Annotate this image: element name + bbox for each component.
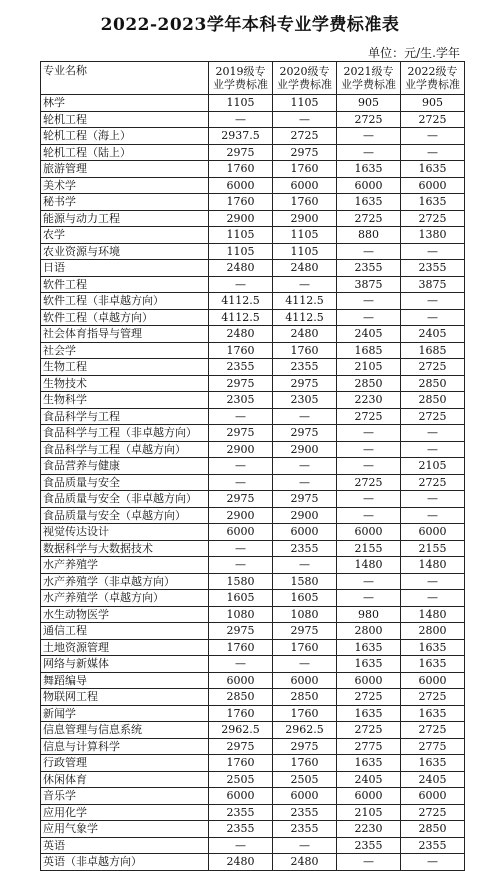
fee-2021-cell: 1685 xyxy=(337,342,401,359)
fee-2020-cell: 1760 xyxy=(273,161,337,178)
table-header-row xyxy=(41,62,465,95)
fee-2019-cell: 4112.5 xyxy=(209,309,273,326)
table-row xyxy=(41,557,465,574)
fee-2019-cell: — xyxy=(209,474,273,491)
fee-2021-cell: 2405 xyxy=(337,771,401,788)
table-row xyxy=(41,276,465,293)
major-name-cell: 软件工程（卓越方向） xyxy=(41,309,209,326)
fee-2020-cell: 2900 xyxy=(273,507,337,524)
fee-2021-cell: — xyxy=(337,309,401,326)
fee-2020-cell: 2480 xyxy=(273,326,337,343)
major-name-cell: 应用化学 xyxy=(41,804,209,821)
fee-2019-cell: — xyxy=(209,540,273,557)
fee-2021-cell: 2725 xyxy=(337,111,401,128)
fee-2021-cell: — xyxy=(337,425,401,442)
fee-2021-cell: 2155 xyxy=(337,540,401,557)
major-name-cell: 水生动物医学 xyxy=(41,606,209,623)
table-row xyxy=(41,144,465,161)
major-name-cell: 休闲体育 xyxy=(41,771,209,788)
fee-2021-cell: 6000 xyxy=(337,672,401,689)
fee-2022-cell: — xyxy=(401,309,465,326)
fee-2019-cell: 2480 xyxy=(209,326,273,343)
major-name-cell: 信息与计算科学 xyxy=(41,738,209,755)
fee-2019-cell: 2975 xyxy=(209,375,273,392)
fee-2022-cell: 2850 xyxy=(401,375,465,392)
table-row xyxy=(41,854,465,871)
major-name-cell: 食品科学与工程（卓越方向） xyxy=(41,441,209,458)
fee-2020-cell: 1105 xyxy=(273,95,337,112)
fee-2022-cell: 2405 xyxy=(401,326,465,343)
fee-2019-cell: 1760 xyxy=(209,639,273,656)
fee-2021-cell: 2230 xyxy=(337,821,401,838)
fee-2022-cell: 2725 xyxy=(401,359,465,376)
fee-2022-cell: — xyxy=(401,491,465,508)
major-name-cell: 生物科学 xyxy=(41,392,209,409)
major-name-cell: 软件工程 xyxy=(41,276,209,293)
fee-2022-cell: 1380 xyxy=(401,227,465,244)
table-row xyxy=(41,111,465,128)
fee-2020-cell: 4112.5 xyxy=(273,293,337,310)
fee-2020-cell: 6000 xyxy=(273,672,337,689)
page-title: 2022-2023学年本科专业学费标准表 xyxy=(100,15,400,35)
fee-2019-cell: 2975 xyxy=(209,623,273,640)
fee-2019-cell: — xyxy=(209,276,273,293)
fee-2020-cell: 1760 xyxy=(273,705,337,722)
table-row xyxy=(41,359,465,376)
fee-2021-cell: 1635 xyxy=(337,194,401,211)
header-2022-fee: 2022级专业学费标准 xyxy=(401,62,465,95)
fee-2021-cell: 6000 xyxy=(337,524,401,541)
fee-2020-cell: — xyxy=(273,656,337,673)
fee-2022-cell: — xyxy=(401,144,465,161)
major-name-cell: 信息管理与信息系统 xyxy=(41,722,209,739)
fee-2019-cell: 2355 xyxy=(209,821,273,838)
fee-2022-cell: 1635 xyxy=(401,194,465,211)
fee-2019-cell: — xyxy=(209,408,273,425)
fee-2021-cell: 2725 xyxy=(337,689,401,706)
fee-2021-cell: — xyxy=(337,507,401,524)
fee-2022-cell: 6000 xyxy=(401,524,465,541)
fee-2019-cell: 2480 xyxy=(209,260,273,277)
table-row xyxy=(41,260,465,277)
fee-2022-cell: — xyxy=(401,590,465,607)
table-row xyxy=(41,474,465,491)
table-row xyxy=(41,656,465,673)
table-row xyxy=(41,755,465,772)
fee-2022-cell: 2355 xyxy=(401,260,465,277)
table-row xyxy=(41,342,465,359)
fee-2020-cell: 2480 xyxy=(273,854,337,871)
fee-2022-cell: — xyxy=(401,293,465,310)
fee-2020-cell: 2305 xyxy=(273,392,337,409)
fee-2019-cell: 1105 xyxy=(209,227,273,244)
major-name-cell: 日语 xyxy=(41,260,209,277)
table-row xyxy=(41,590,465,607)
fee-2019-cell: 1605 xyxy=(209,590,273,607)
fee-2019-cell: 1105 xyxy=(209,243,273,260)
fee-2019-cell: 2975 xyxy=(209,491,273,508)
fee-2020-cell: — xyxy=(273,276,337,293)
fee-2021-cell: 2725 xyxy=(337,408,401,425)
fee-2021-cell: 880 xyxy=(337,227,401,244)
fee-2021-cell: 905 xyxy=(337,95,401,112)
fee-2019-cell: — xyxy=(209,111,273,128)
table-row xyxy=(41,441,465,458)
fee-2021-cell: 2850 xyxy=(337,375,401,392)
fee-2020-cell: — xyxy=(273,474,337,491)
table-row xyxy=(41,771,465,788)
table-row xyxy=(41,738,465,755)
fee-2022-cell: 6000 xyxy=(401,788,465,805)
table-row xyxy=(41,573,465,590)
table-row xyxy=(41,639,465,656)
fee-2022-cell: 2725 xyxy=(401,474,465,491)
fee-2019-cell: 2962.5 xyxy=(209,722,273,739)
fee-2020-cell: 2355 xyxy=(273,804,337,821)
fee-2019-cell: 2355 xyxy=(209,359,273,376)
fee-2021-cell: — xyxy=(337,573,401,590)
fee-2019-cell: 1760 xyxy=(209,161,273,178)
fee-2020-cell: 2975 xyxy=(273,491,337,508)
major-name-cell: 音乐学 xyxy=(41,788,209,805)
fee-2021-cell: 2355 xyxy=(337,837,401,854)
major-name-cell: 通信工程 xyxy=(41,623,209,640)
fee-2022-cell: 1685 xyxy=(401,342,465,359)
fee-2020-cell: — xyxy=(273,408,337,425)
table-row xyxy=(41,491,465,508)
fee-2019-cell: 2480 xyxy=(209,854,273,871)
major-name-cell: 水产养殖学 xyxy=(41,557,209,574)
fee-2019-cell: — xyxy=(209,557,273,574)
table-row xyxy=(41,788,465,805)
fee-2019-cell: 6000 xyxy=(209,524,273,541)
table-row xyxy=(41,161,465,178)
fee-2022-cell: 2725 xyxy=(401,804,465,821)
header-major-name: 专业名称 xyxy=(41,62,209,95)
fee-2020-cell: 1760 xyxy=(273,194,337,211)
fee-2022-cell: — xyxy=(401,507,465,524)
fee-2019-cell: 2975 xyxy=(209,738,273,755)
fee-2020-cell: — xyxy=(273,458,337,475)
major-name-cell: 水产养殖学（卓越方向） xyxy=(41,590,209,607)
major-name-cell: 社会体育指导与管理 xyxy=(41,326,209,343)
table-row xyxy=(41,243,465,260)
major-name-cell: 食品科学与工程（非卓越方向） xyxy=(41,425,209,442)
fee-2021-cell: 1635 xyxy=(337,705,401,722)
fee-2019-cell: 1580 xyxy=(209,573,273,590)
table-row xyxy=(41,606,465,623)
major-name-cell: 行政管理 xyxy=(41,755,209,772)
fee-2020-cell: 2975 xyxy=(273,738,337,755)
table-row xyxy=(41,705,465,722)
major-name-cell: 社会学 xyxy=(41,342,209,359)
fee-2020-cell: 2505 xyxy=(273,771,337,788)
fee-2021-cell: 6000 xyxy=(337,177,401,194)
major-name-cell: 数据科学与大数据技术 xyxy=(41,540,209,557)
fee-2022-cell: 2800 xyxy=(401,623,465,640)
fee-2021-cell: — xyxy=(337,441,401,458)
fee-2021-cell: — xyxy=(337,458,401,475)
major-name-cell: 林学 xyxy=(41,95,209,112)
fee-2022-cell: 2725 xyxy=(401,408,465,425)
major-name-cell: 生物工程 xyxy=(41,359,209,376)
table-row xyxy=(41,375,465,392)
major-name-cell: 旅游管理 xyxy=(41,161,209,178)
major-name-cell: 秘书学 xyxy=(41,194,209,211)
fee-2019-cell: 1105 xyxy=(209,95,273,112)
major-name-cell: 生物技术 xyxy=(41,375,209,392)
fee-2022-cell: 2775 xyxy=(401,738,465,755)
major-name-cell: 食品质量与安全（非卓越方向） xyxy=(41,491,209,508)
fee-2021-cell: 2800 xyxy=(337,623,401,640)
fee-2022-cell: 2850 xyxy=(401,392,465,409)
fee-2020-cell: 2725 xyxy=(273,128,337,145)
fee-2021-cell: — xyxy=(337,128,401,145)
table-row xyxy=(41,326,465,343)
major-name-cell: 土地资源管理 xyxy=(41,639,209,656)
table-row xyxy=(41,804,465,821)
fee-2019-cell: 2937.5 xyxy=(209,128,273,145)
major-name-cell: 农学 xyxy=(41,227,209,244)
fee-2021-cell: 1480 xyxy=(337,557,401,574)
table-row xyxy=(41,425,465,442)
fee-2021-cell: — xyxy=(337,590,401,607)
fee-2019-cell: — xyxy=(209,837,273,854)
fee-2020-cell: 4112.5 xyxy=(273,309,337,326)
table-row xyxy=(41,689,465,706)
fee-2022-cell: 2155 xyxy=(401,540,465,557)
table-row xyxy=(41,623,465,640)
fee-2021-cell: 1635 xyxy=(337,755,401,772)
table-row xyxy=(41,837,465,854)
fee-2019-cell: 4112.5 xyxy=(209,293,273,310)
fee-2020-cell: 2480 xyxy=(273,260,337,277)
fee-2020-cell: 1580 xyxy=(273,573,337,590)
fee-2022-cell: 2725 xyxy=(401,210,465,227)
fee-2020-cell: 2975 xyxy=(273,623,337,640)
fee-2022-cell: — xyxy=(401,425,465,442)
fee-2020-cell: 2850 xyxy=(273,689,337,706)
table-row xyxy=(41,95,465,112)
table-row xyxy=(41,507,465,524)
fee-2021-cell: 2725 xyxy=(337,474,401,491)
fee-2019-cell: 6000 xyxy=(209,672,273,689)
major-name-cell: 轮机工程（陆上） xyxy=(41,144,209,161)
fee-table xyxy=(40,61,465,871)
fee-2019-cell: 6000 xyxy=(209,788,273,805)
major-name-cell: 水产养殖学（非卓越方向） xyxy=(41,573,209,590)
fee-2021-cell: 2725 xyxy=(337,722,401,739)
fee-2020-cell: 1105 xyxy=(273,227,337,244)
fee-2020-cell: — xyxy=(273,837,337,854)
fee-2019-cell: 2305 xyxy=(209,392,273,409)
table-row xyxy=(41,392,465,409)
fee-2021-cell: 1635 xyxy=(337,656,401,673)
fee-2020-cell: 1605 xyxy=(273,590,337,607)
fee-2020-cell: 1760 xyxy=(273,755,337,772)
fee-2021-cell: 2775 xyxy=(337,738,401,755)
fee-2021-cell: 2230 xyxy=(337,392,401,409)
fee-2022-cell: 2355 xyxy=(401,837,465,854)
table-row xyxy=(41,210,465,227)
fee-2022-cell: 2105 xyxy=(401,458,465,475)
table-row xyxy=(41,672,465,689)
fee-2022-cell: 1480 xyxy=(401,557,465,574)
major-name-cell: 舞蹈编导 xyxy=(41,672,209,689)
fee-2019-cell: 2900 xyxy=(209,210,273,227)
major-name-cell: 美术学 xyxy=(41,177,209,194)
major-name-cell: 农业资源与环境 xyxy=(41,243,209,260)
fee-2022-cell: — xyxy=(401,854,465,871)
fee-2022-cell: 2725 xyxy=(401,722,465,739)
table-row xyxy=(41,293,465,310)
major-name-cell: 新闻学 xyxy=(41,705,209,722)
fee-2021-cell: 6000 xyxy=(337,788,401,805)
table-row xyxy=(41,458,465,475)
fee-2021-cell: — xyxy=(337,243,401,260)
fee-2020-cell: 2975 xyxy=(273,425,337,442)
fee-2019-cell: 1080 xyxy=(209,606,273,623)
fee-2019-cell: 2850 xyxy=(209,689,273,706)
fee-2019-cell: 1760 xyxy=(209,755,273,772)
table-row xyxy=(41,722,465,739)
fee-2021-cell: — xyxy=(337,491,401,508)
fee-2019-cell: 2505 xyxy=(209,771,273,788)
fee-2019-cell: 2900 xyxy=(209,441,273,458)
fee-2022-cell: 2725 xyxy=(401,111,465,128)
fee-2021-cell: 2105 xyxy=(337,359,401,376)
major-name-cell: 食品科学与工程 xyxy=(41,408,209,425)
fee-2019-cell: 1760 xyxy=(209,342,273,359)
table-row xyxy=(41,821,465,838)
table-row xyxy=(41,408,465,425)
fee-2020-cell: 6000 xyxy=(273,524,337,541)
fee-2022-cell: — xyxy=(401,243,465,260)
fee-2021-cell: — xyxy=(337,144,401,161)
major-name-cell: 能源与动力工程 xyxy=(41,210,209,227)
fee-2022-cell: 2725 xyxy=(401,689,465,706)
fee-2022-cell: — xyxy=(401,128,465,145)
fee-2019-cell: — xyxy=(209,458,273,475)
fee-2019-cell: 2975 xyxy=(209,425,273,442)
fee-2020-cell: — xyxy=(273,557,337,574)
major-name-cell: 英语（非卓越方向） xyxy=(41,854,209,871)
fee-2022-cell: 1635 xyxy=(401,656,465,673)
table-row xyxy=(41,524,465,541)
fee-2020-cell: 6000 xyxy=(273,788,337,805)
major-name-cell: 物联网工程 xyxy=(41,689,209,706)
fee-2020-cell: 2900 xyxy=(273,210,337,227)
fee-2020-cell: 2355 xyxy=(273,821,337,838)
fee-2020-cell: 2962.5 xyxy=(273,722,337,739)
fee-2022-cell: 1635 xyxy=(401,161,465,178)
fee-2019-cell: 2975 xyxy=(209,144,273,161)
major-name-cell: 食品质量与安全（卓越方向） xyxy=(41,507,209,524)
fee-2019-cell: 2900 xyxy=(209,507,273,524)
header-2020-fee: 2020级专业学费标准 xyxy=(273,62,337,95)
major-name-cell: 食品营养与健康 xyxy=(41,458,209,475)
fee-2022-cell: 2405 xyxy=(401,771,465,788)
major-name-cell: 轮机工程（海上） xyxy=(41,128,209,145)
major-name-cell: 视觉传达设计 xyxy=(41,524,209,541)
fee-2020-cell: 1760 xyxy=(273,639,337,656)
fee-2020-cell: 2975 xyxy=(273,144,337,161)
fee-2020-cell: 2355 xyxy=(273,540,337,557)
fee-2020-cell: 2975 xyxy=(273,375,337,392)
fee-2022-cell: 2850 xyxy=(401,821,465,838)
major-name-cell: 软件工程（非卓越方向） xyxy=(41,293,209,310)
fee-2022-cell: 3875 xyxy=(401,276,465,293)
fee-2022-cell: 1635 xyxy=(401,705,465,722)
fee-2021-cell: 2725 xyxy=(337,210,401,227)
fee-2020-cell: 1760 xyxy=(273,342,337,359)
major-name-cell: 食品质量与安全 xyxy=(41,474,209,491)
fee-2022-cell: 905 xyxy=(401,95,465,112)
fee-2021-cell: 980 xyxy=(337,606,401,623)
table-row xyxy=(41,309,465,326)
fee-2022-cell: 6000 xyxy=(401,672,465,689)
fee-2021-cell: 2105 xyxy=(337,804,401,821)
fee-2021-cell: 2405 xyxy=(337,326,401,343)
major-name-cell: 英语 xyxy=(41,837,209,854)
fee-2020-cell: 1105 xyxy=(273,243,337,260)
table-row xyxy=(41,194,465,211)
major-name-cell: 网络与新媒体 xyxy=(41,656,209,673)
fee-2019-cell: 2355 xyxy=(209,804,273,821)
unit-label: 单位：元/生.学年 xyxy=(368,46,460,60)
fee-2022-cell: — xyxy=(401,441,465,458)
fee-2020-cell: 2355 xyxy=(273,359,337,376)
fee-2022-cell: — xyxy=(401,573,465,590)
fee-2021-cell: 2355 xyxy=(337,260,401,277)
fee-2022-cell: 1480 xyxy=(401,606,465,623)
fee-2021-cell: 1635 xyxy=(337,639,401,656)
fee-2020-cell: 1080 xyxy=(273,606,337,623)
fee-2021-cell: 3875 xyxy=(337,276,401,293)
fee-2019-cell: 6000 xyxy=(209,177,273,194)
fee-2020-cell: 6000 xyxy=(273,177,337,194)
table-row xyxy=(41,177,465,194)
table-row xyxy=(41,128,465,145)
fee-2020-cell: — xyxy=(273,111,337,128)
header-2021-fee: 2021级专业学费标准 xyxy=(337,62,401,95)
header-2019-fee: 2019级专业学费标准 xyxy=(209,62,273,95)
fee-2019-cell: — xyxy=(209,656,273,673)
fee-2021-cell: — xyxy=(337,854,401,871)
table-row xyxy=(41,540,465,557)
fee-2019-cell: 1760 xyxy=(209,705,273,722)
major-name-cell: 应用气象学 xyxy=(41,821,209,838)
fee-2019-cell: 1760 xyxy=(209,194,273,211)
fee-2021-cell: 1635 xyxy=(337,161,401,178)
fee-2021-cell: — xyxy=(337,293,401,310)
fee-2022-cell: 1635 xyxy=(401,755,465,772)
fee-2020-cell: 2900 xyxy=(273,441,337,458)
fee-2022-cell: 1635 xyxy=(401,639,465,656)
table-row xyxy=(41,227,465,244)
fee-2022-cell: 6000 xyxy=(401,177,465,194)
major-name-cell: 轮机工程 xyxy=(41,111,209,128)
